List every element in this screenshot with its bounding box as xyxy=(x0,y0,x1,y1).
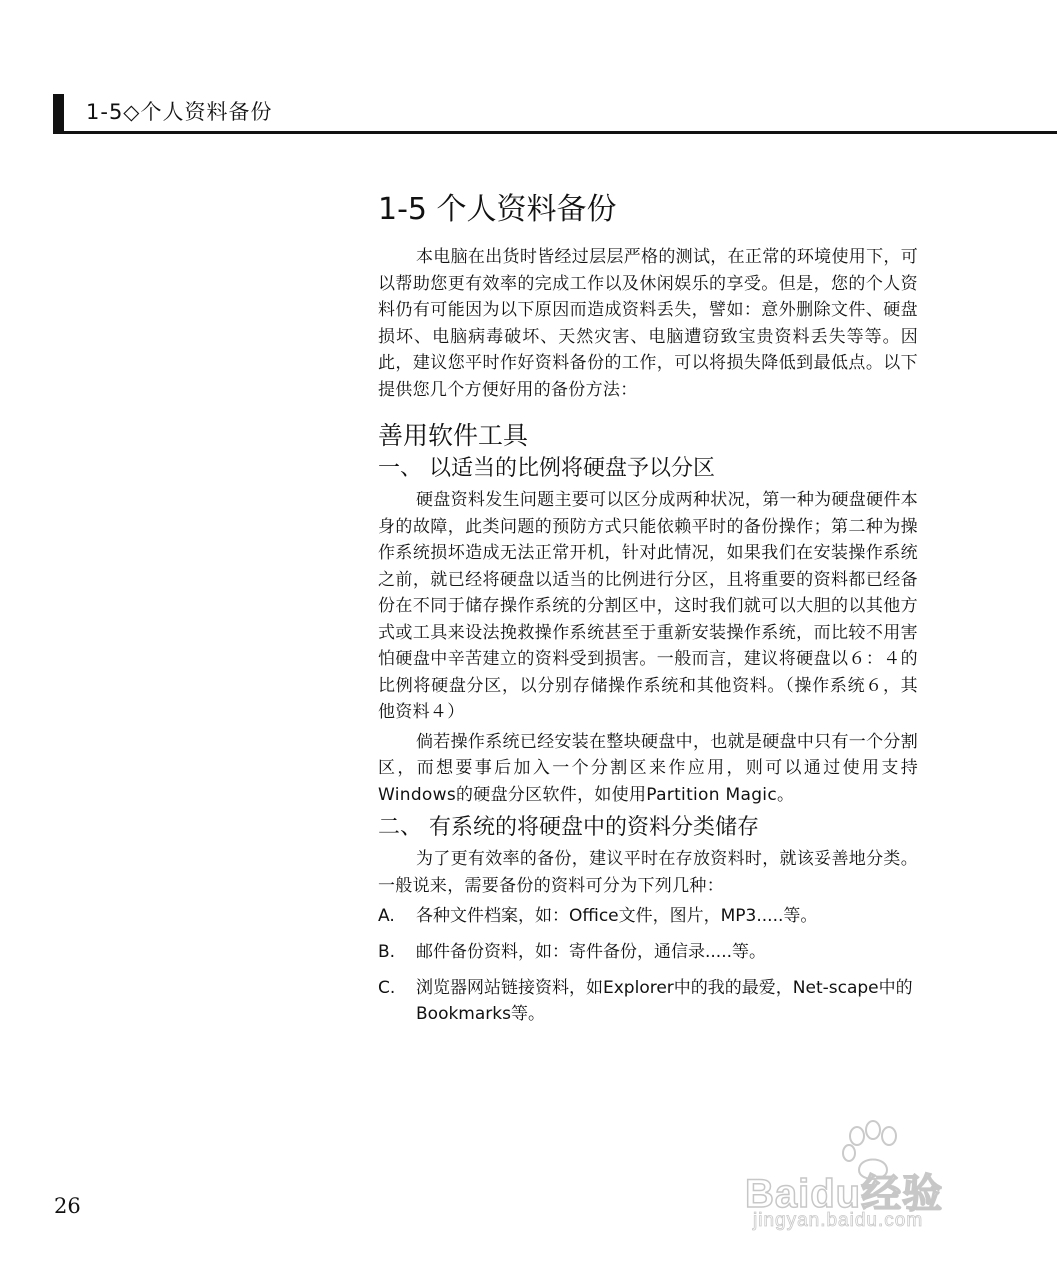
section-heading: 善用软件工具 xyxy=(378,421,529,450)
list-text: 浏览器网站链接资料，如Explorer中的我的最爱，Net-scape中的Bookmarks等。 xyxy=(416,978,913,1024)
watermark-brand: Baidu经验 xyxy=(745,1172,944,1216)
list-marker: A. xyxy=(378,906,395,926)
partition-paragraph-2: 倘若操作系统已经安装在整块硬盘中，也就是硬盘中只有一个分割区，而想要事后加入一个分割区来作应用，则可以通过使用支持Windows的硬盘分区软件，如使用Partition Magic。 xyxy=(378,731,918,805)
classification-paragraph: 为了更有效率的备份，建议平时在存放资料时，就该妥善地分类。一般说来，需要备份的资料可分为下列几种： xyxy=(378,849,918,896)
list-text: 各种文件档案，如：Office文件，图片，MP3.....等。 xyxy=(416,906,818,926)
page-title: 1-5 个人资料备份 xyxy=(378,192,617,227)
subsection-heading-1: 一、 以适当的比例将硬盘予以分区 xyxy=(378,456,715,481)
watermark-url: jingyan.baidu.com xyxy=(753,1210,924,1231)
partition-paragraph-1: 硬盘资料发生问题主要可以区分成两种状况，第一种为硬盘硬件本身的故障，此类问题的预防方式只能依赖平时的备份操作；第二种为操作系统损坏造成无法正常开机，针对此情况，如果我们在安装操作系统之前，就已经将硬盘以适当的比例进行分区，且将重要的资料都已经备份在不同于储存操作系统的分割区中，这时我们就可以大胆的以其他方式或工具来设法挽救操作系统甚至于重新安装操作系统，而比较不用害怕硬盘中辛苦建立的资料受到损害。一般而言，建议将硬盘以６：４的比例将硬盘分区，以分别存储操作系统和其他资料。（操作系统６，其他资料４） xyxy=(378,490,918,722)
running-header: 1-5◇个人资料备份 xyxy=(86,100,273,124)
list-item xyxy=(378,903,918,929)
list-marker: B. xyxy=(378,942,396,962)
main-content xyxy=(378,190,918,1037)
intro-paragraph: 本电脑在出货时皆经过层层严格的测试，在正常的环境使用下，可以帮助您更有效率的完成工作以及休闲娱乐的享受。但是，您的个人资料仍有可能因为以下原因而造成资料丢失，譬如：意外删除文件、硬盘损坏、电脑病毒破坏、天然灾害、电脑遭窃致宝贵资料丢失等等。因此，建议您平时作好资料备份的工作，可以将损失降低到最低点。以下提供您几个方便好用的备份方法： xyxy=(378,247,918,400)
backup-data-list xyxy=(378,903,918,1027)
page-number: 26 xyxy=(54,1194,81,1218)
subsection-heading-2: 二、 有系统的将硬盘中的资料分类储存 xyxy=(378,815,759,840)
list-text: 邮件备份资料，如：寄件备份，通信录.....等。 xyxy=(416,942,767,962)
list-item xyxy=(378,975,918,1027)
list-item xyxy=(378,939,918,965)
list-marker: C. xyxy=(378,978,396,998)
baidu-watermark xyxy=(745,1120,1005,1235)
header-marker-bar xyxy=(53,94,64,132)
header-rule xyxy=(53,131,1057,134)
